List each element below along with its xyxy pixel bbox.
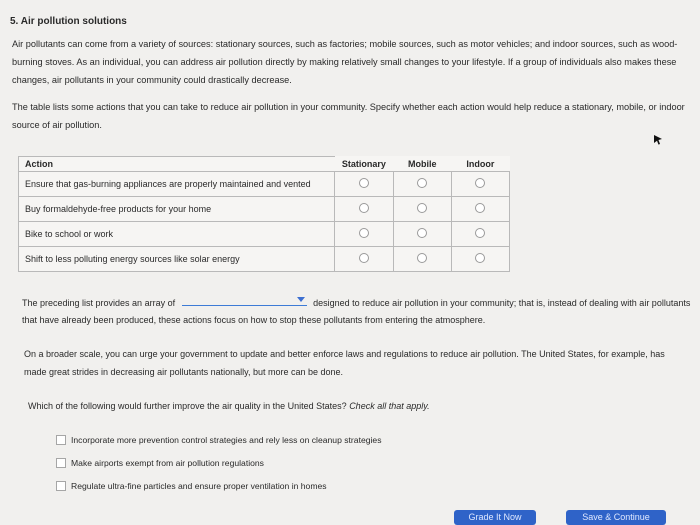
radio-stationary[interactable] [359,178,369,188]
radio-mobile[interactable] [417,203,427,213]
dropdown-arrow-icon [297,297,305,302]
table-header-stationary: Stationary [341,158,386,169]
action-source-table [18,156,510,272]
table-header-mobile: Mobile [407,158,437,169]
option-checkbox[interactable] [56,481,66,491]
fill-after-text: designed to reduce air pollution in your community; that is, instead of dealing with air pollutants that have already been produced, these actions focus on how to stop these pollutants from entering the atmosphere. [22,298,691,325]
section-heading: 5. Air pollution solutions [10,16,127,27]
radio-stationary[interactable] [359,253,369,263]
intro-paragraph: Air pollutants can come from a variety of sources: stationary sources, such as factories; mobile sources, such as motor vehicles; and indoor sources, such as wood-burning stoves. As an individual, you can address air pollution directly by making relatively small changes to your lifestyle. If a group of individuals also makes these changes, air pollutants in your community could drastically decrease. [12,39,678,85]
option-checkbox[interactable] [56,435,66,445]
row-action-label: Buy formaldehyde-free products for your home [19,197,335,222]
option-item[interactable] [56,451,382,474]
radio-indoor[interactable] [475,228,485,238]
radio-stationary[interactable] [359,203,369,213]
radio-stationary[interactable] [359,228,369,238]
option-item[interactable] [56,474,382,497]
radio-mobile[interactable] [417,228,427,238]
row-action-label: Bike to school or work [19,222,335,247]
radio-indoor[interactable] [475,203,485,213]
radio-mobile[interactable] [417,253,427,263]
fill-in-sentence [22,294,694,329]
fill-before-text: The preceding list provides an array of [22,298,176,308]
option-item[interactable] [56,428,382,451]
broader-paragraph: On a broader scale, you can urge your government to update and better enforce laws and regulations to reduce air pollution. The United States, for example, has made great strides in decreasing air pollutants nationally, but more can be done. [24,349,665,377]
table-header-action: Action [19,157,335,172]
table-header-indoor: Indoor [466,158,495,169]
table-intro-paragraph: The table lists some actions that you can take to reduce air pollution in your community. Specify whether each action would help reduce a stationary, mobile, or indoor source of air pollution. [12,102,685,130]
table-row [19,222,510,247]
option-label: Incorporate more prevention control strategies and rely less on cleanup strategies [71,434,382,445]
row-action-label: Ensure that gas-burning appliances are properly maintained and vented [19,172,335,197]
question-hint: Check all that apply. [349,401,430,411]
option-checklist [56,428,382,497]
radio-mobile[interactable] [417,178,427,188]
save-continue-button[interactable]: Save & Continue [566,510,666,525]
radio-indoor[interactable] [475,178,485,188]
array-dropdown[interactable] [182,294,307,306]
table-row [19,197,510,222]
table-row [19,247,510,272]
question-text: Which of the following would further improve the air quality in the United States? [28,401,347,411]
option-label: Make airports exempt from air pollution regulations [71,457,264,468]
table-row [19,172,510,197]
option-label: Regulate ultra-fine particles and ensure proper ventilation in homes [71,480,327,491]
option-checkbox[interactable] [56,458,66,468]
row-action-label: Shift to less polluting energy sources like solar energy [19,247,335,272]
mouse-cursor-icon [653,134,663,146]
radio-indoor[interactable] [475,253,485,263]
question-prompt [28,401,430,411]
grade-it-now-button[interactable]: Grade It Now [454,510,536,525]
